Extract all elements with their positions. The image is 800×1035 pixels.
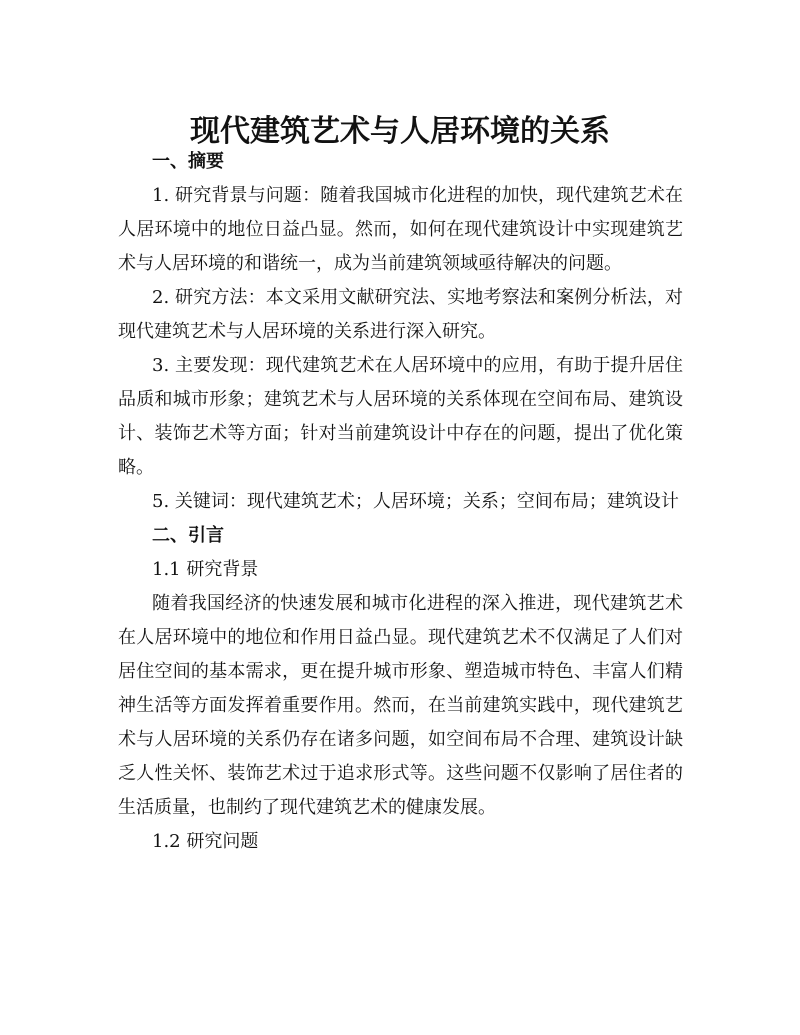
abstract-paragraph: 1. 研究背景与问题：随着我国城市化进程的加快，现代建筑艺术在人居环境中的地位日益凸显。然而，如何在现代建筑设计中实现建筑艺术与人居环境的和谐统一，成为当前建筑领域亟待解决的问题。 — [118, 185, 683, 274]
subsection-heading: 1.2 研究问题 — [152, 831, 259, 852]
abstract-paragraph: 3. 主要发现：现代建筑艺术在人居环境中的应用，有助于提升居住品质和城市形象；建筑艺术与人居环境的关系体现在空间布局、建筑设计、装饰艺术等方面；针对当前建筑设计中存在的问题，提出了优化策略。 — [118, 355, 683, 478]
subsection-heading: 1.1 研究背景 — [152, 559, 259, 580]
abstract-paragraph: 5. 关键词：现代建筑艺术；人居环境；关系；空间布局；建筑设计 — [152, 491, 679, 512]
section-heading-abstract: 一、摘要 — [152, 151, 224, 172]
section-heading-introduction: 二、引言 — [152, 525, 224, 546]
body-paragraph: 随着我国经济的快速发展和城市化进程的深入推进，现代建筑艺术在人居环境中的地位和作用日益凸显。现代建筑艺术不仅满足了人们对居住空间的基本需求，更在提升城市形象、塑造城市特色、丰富人们精神生活等方面发挥着重要作用。然而，在当前建筑实践中，现代建筑艺术与人居环境的关系仍存在诸多问题，如空间布局不合理、建筑设计缺乏人性关怀、装饰艺术过于追求形式等。这些问题不仅影响了居住者的生活质量，也制约了现代建筑艺术的健康发展。 — [118, 593, 683, 818]
document-content — [118, 145, 683, 859]
abstract-paragraph: 2. 研究方法：本文采用文献研究法、实地考察法和案例分析法，对现代建筑艺术与人居环境的关系进行深入研究。 — [118, 287, 683, 342]
page-title: 现代建筑艺术与人居环境的关系 — [190, 114, 610, 150]
